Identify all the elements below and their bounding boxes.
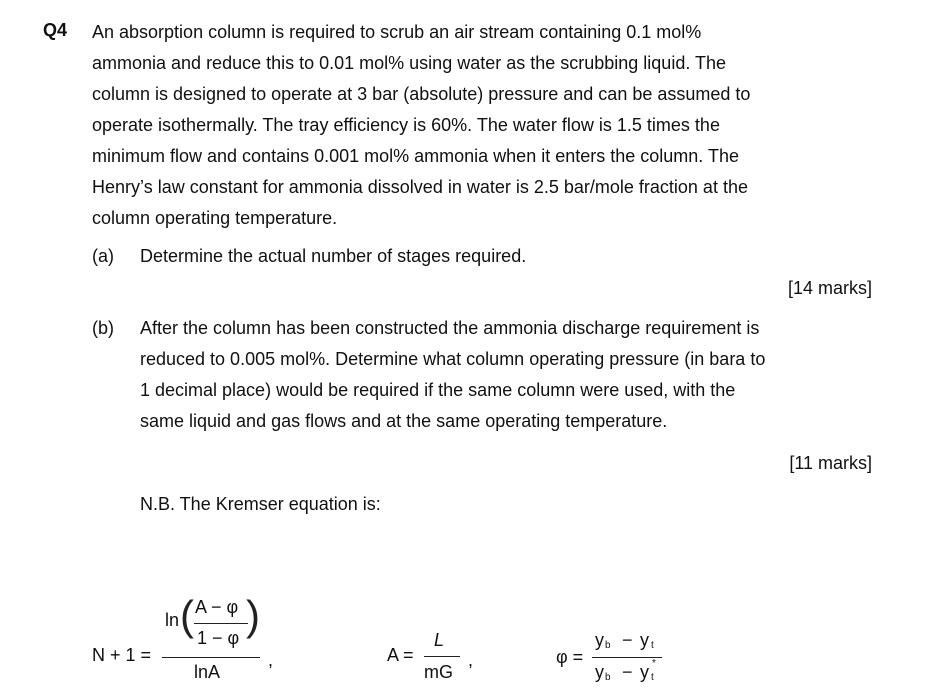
inner-fraction-bar bbox=[194, 623, 248, 624]
right-paren: ) bbox=[246, 592, 260, 639]
phi-num-sub-b: b bbox=[605, 640, 611, 651]
phi-num-minus: − bbox=[622, 630, 633, 650]
part-b-line: 1 decimal place) would be required if the same column were used, with the bbox=[140, 380, 736, 400]
phi-lhs: φ = bbox=[556, 647, 584, 667]
part-b-marks: [11 marks] bbox=[789, 453, 872, 473]
absorption-factor-denominator: mG bbox=[424, 662, 453, 682]
absorption-factor-lhs: A = bbox=[387, 645, 414, 665]
intro-line: operate isothermally. The tray efficiency is 60%. The water flow is 1.5 times the bbox=[92, 115, 720, 135]
kremser-separator: , bbox=[268, 650, 274, 670]
question-number: Q4 bbox=[43, 20, 68, 40]
phi-den-sub-t: t bbox=[651, 672, 654, 683]
kremser-ln: ln bbox=[165, 610, 180, 630]
absorption-fraction-bar bbox=[424, 656, 460, 657]
phi-den-minus: − bbox=[622, 662, 633, 682]
part-b-line: reduced to 0.005 mol%. Determine what column operating pressure (in bara to bbox=[140, 349, 766, 369]
intro-line: Henry’s law constant for ammonia dissolved in water is 2.5 bar/mole fraction at the bbox=[92, 177, 748, 197]
kremser-fraction-bar bbox=[162, 657, 260, 658]
kremser-inner-denominator: 1 − φ bbox=[197, 628, 240, 648]
phi-num-sub-t: t bbox=[651, 640, 654, 651]
part-b-text bbox=[140, 313, 880, 437]
part-b-label: (b) bbox=[92, 318, 114, 338]
part-b-line: same liquid and gas flows and at the same operating temperature. bbox=[140, 411, 668, 431]
absorption-factor-numerator: L bbox=[434, 630, 445, 650]
kremser-lhs: N + 1 = bbox=[92, 645, 152, 665]
absorption-factor-separator: , bbox=[468, 650, 474, 670]
phi-den-sub-b: b bbox=[605, 672, 611, 683]
part-a-text: Determine the actual number of stages required. bbox=[140, 246, 527, 266]
intro-line: An absorption column is required to scrub an air stream containing 0.1 mol% bbox=[92, 22, 702, 42]
intro-line: column is designed to operate at 3 bar (absolute) pressure and can be assumed to bbox=[92, 84, 751, 104]
kremser-denominator: lnA bbox=[194, 662, 221, 682]
question-intro bbox=[92, 17, 892, 234]
kremser-note: N.B. The Kremser equation is: bbox=[140, 494, 381, 514]
intro-line: minimum flow and contains 0.001 mol% ammonia when it enters the column. The bbox=[92, 146, 739, 166]
part-a-label: (a) bbox=[92, 246, 114, 266]
part-a-marks: [14 marks] bbox=[787, 278, 872, 298]
part-b-line: After the column has been constructed the ammonia discharge requirement is bbox=[140, 318, 760, 338]
phi-num-y1: y bbox=[595, 630, 604, 650]
phi-den-y2: y bbox=[640, 662, 649, 682]
intro-line: column operating temperature. bbox=[92, 208, 338, 228]
phi-num-y2: y bbox=[640, 630, 649, 650]
phi-den-sup-star: * bbox=[652, 658, 656, 669]
intro-line: ammonia and reduce this to 0.01 mol% using water as the scrubbing liquid. The bbox=[92, 53, 727, 73]
left-paren: ( bbox=[180, 592, 194, 639]
kremser-inner-numerator: A − φ bbox=[195, 597, 239, 617]
phi-den-y1: y bbox=[595, 662, 604, 682]
